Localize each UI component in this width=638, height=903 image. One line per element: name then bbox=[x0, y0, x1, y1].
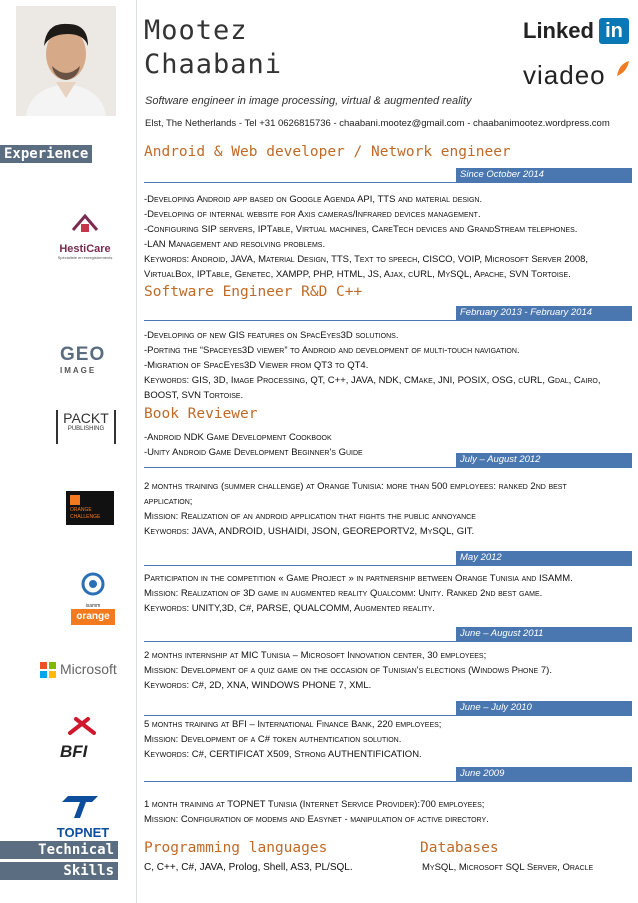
microsoft-logo bbox=[40, 660, 130, 680]
section-technical: Technical bbox=[0, 841, 118, 859]
microsoft-text: Microsoft bbox=[60, 661, 117, 677]
orange-challenge-text: ORANGE bbox=[70, 507, 92, 513]
geoimage-logo bbox=[60, 344, 120, 378]
isamm-text: isamm bbox=[85, 603, 101, 609]
job-3-line-1: -Android NDK Game Development Cookbook bbox=[144, 432, 332, 443]
job-1-line-1: -Developing Android app based on Google Agenda API, TTS and material design. bbox=[144, 194, 483, 205]
geoimage-text: GEO bbox=[60, 344, 106, 365]
job-1-details bbox=[144, 192, 630, 282]
job-5-line-1: Participation in the competition « Game Project » in partnership between Orange Tunisia and ISAMM. bbox=[144, 573, 573, 584]
job-4-line-2: application; bbox=[144, 496, 193, 507]
job-6-line-3: Keywords: C#, 2D, XNA, WINDOWS PHONE 7, XML. bbox=[144, 680, 372, 691]
date-badge-2: February 2013 - February 2014 bbox=[456, 306, 632, 320]
hesticare-logo bbox=[55, 208, 115, 260]
date-divider-5 bbox=[144, 565, 632, 566]
job-1-line-2: -Developing of internal website for Axis cameras/Infrared devices management. bbox=[144, 209, 481, 220]
job-6-line-2: Mission: Development of a quiz game on the occasion of Tunisian's elections (Windows Phone 7). bbox=[144, 665, 552, 676]
name-last: Chaabani bbox=[144, 49, 283, 80]
job-title-2: Software Engineer R&D C++ bbox=[144, 284, 363, 300]
date-divider-1 bbox=[144, 182, 632, 183]
topnet-text: TOPNET bbox=[56, 825, 110, 840]
bfi-logo bbox=[60, 715, 116, 759]
topnet-logo bbox=[52, 790, 114, 840]
geoimage-sub: IMAGE bbox=[60, 366, 97, 375]
orange-text: orange bbox=[71, 609, 115, 625]
job-7-line-2: Mission: Development of a C# token authentication solution. bbox=[144, 734, 402, 745]
isamm-orange-logo bbox=[71, 572, 115, 622]
date-badge-6: June – August 2011 bbox=[456, 627, 632, 641]
job-2-line-1: -Developing of new GIS features on SpacEyes3D solutions. bbox=[144, 330, 399, 341]
databases-title: Databases bbox=[420, 840, 499, 856]
job-2-line-5: BOOST, SVN Tortoise. bbox=[144, 390, 244, 401]
hesticare-sub: Spécialiste en enregistrements bbox=[57, 255, 113, 260]
date-badge-7: June – July 2010 bbox=[456, 701, 632, 715]
job-3-line-2: -Unity Android Game Development Beginner's Guide bbox=[144, 447, 363, 458]
job-1-line-6: VirtualBox, IPTable, Genetec, XAMPP, PHP, HTML, JS, Ajax, cURL, MySQL, Apache, SVN Tortoise. bbox=[144, 269, 571, 280]
date-badge-5: May 2012 bbox=[456, 551, 632, 565]
job-5-line-3: Keywords: UNITY,3D, C#, PARSE, QUALCOMM, Augmented reality. bbox=[144, 603, 435, 614]
job-2-line-3: -Migration of SpacEyes3D Viewer from QT3 to QT4. bbox=[144, 360, 369, 371]
job-1-line-5: Keywords: Android, JAVA, Material Design, TTS, Text to speech, CISCO, VOIP, Microsoft Server 2008, bbox=[144, 254, 589, 265]
job-4-line-3: Mission: Realization of an android application that fights the public annoyance bbox=[144, 511, 476, 522]
job-8-details bbox=[144, 797, 630, 827]
job-1-line-3: -Configuring SIP servers, IPTable, Virtual machines, CareTech devices and GrandStream telephones. bbox=[144, 224, 578, 235]
job-5-details bbox=[144, 571, 630, 616]
headline: Software engineer in image processing, virtual & augmented reality bbox=[145, 95, 472, 107]
bfi-text: BFI bbox=[60, 742, 88, 761]
job-title-1: Android & Web developer / Network engineer bbox=[144, 144, 511, 160]
orange-challenge-logo bbox=[66, 491, 114, 525]
contact-line[interactable]: Elst, The Netherlands - Tel +31 0626815736 - chaabani.mootez@gmail.com - chaabanimootez.wordpress.com bbox=[145, 118, 610, 129]
job-4-line-1: 2 months training (summer challenge) at Orange Tunisia: more than 500 employees: ranked 2nd best bbox=[144, 481, 567, 492]
date-divider-2 bbox=[144, 320, 632, 321]
packt-text: PACKT bbox=[63, 410, 109, 426]
date-divider-4 bbox=[144, 467, 632, 468]
job-4-details bbox=[144, 479, 630, 539]
job-8-line-2: Mission: Configuration of modems and Easynet - manipulation of active directory. bbox=[144, 814, 489, 825]
viadeo-text: viadeo bbox=[523, 60, 606, 90]
job-5-line-2: Mission: Realization of 3D game in augmented reality Qualcomm: Unity. Ranked 2nd best game. bbox=[144, 588, 543, 599]
job-title-3: Book Reviewer bbox=[144, 406, 258, 422]
linkedin-logo[interactable] bbox=[523, 16, 631, 46]
job-2-line-2: -Porting the “Spaceyes3D viewer” to Android and development of multi-touch navigation. bbox=[144, 345, 520, 356]
packt-logo bbox=[56, 410, 116, 444]
linkedin-text: Linked bbox=[523, 18, 594, 43]
job-7-details bbox=[144, 717, 630, 762]
job-2-details bbox=[144, 328, 630, 403]
date-badge-8: June 2009 bbox=[456, 767, 632, 781]
job-4-line-4: Keywords: JAVA, ANDROID, USHAIDI, JSON, GEOREPORTV2, MySQL, GIT. bbox=[144, 526, 475, 537]
hesticare-text: HestiCare bbox=[59, 243, 111, 255]
profile-photo bbox=[16, 6, 116, 116]
orange-challenge-sub: CHALLENGE bbox=[70, 514, 101, 520]
viadeo-logo[interactable] bbox=[523, 60, 633, 90]
job-7-line-1: 5 months training at BFI – International Finance Bank, 220 employees; bbox=[144, 719, 442, 730]
viadeo-leaf-icon bbox=[615, 60, 631, 78]
databases-list: MySQL, Microsoft SQL Server, Oracle bbox=[422, 862, 594, 873]
section-experience: Experience bbox=[0, 145, 92, 163]
job-8-line-1: 1 month training at TOPNET Tunisia (Internet Service Provider):700 employees; bbox=[144, 799, 485, 810]
linkedin-in-badge: in bbox=[599, 18, 629, 44]
date-badge-1: Since October 2014 bbox=[456, 168, 632, 182]
packt-sub: PUBLISHING bbox=[67, 426, 105, 432]
name-first: Mootez bbox=[144, 15, 248, 46]
date-badge-4: July – August 2012 bbox=[456, 453, 632, 467]
job-1-line-4: -LAN Management and resolving problems. bbox=[144, 239, 326, 250]
date-divider-8 bbox=[144, 781, 632, 782]
date-divider-7 bbox=[144, 715, 632, 716]
programming-list: C, C++, C#, JAVA, Prolog, Shell, AS3, PL/SQL. bbox=[144, 862, 353, 873]
job-6-details bbox=[144, 648, 630, 693]
section-skills: Skills bbox=[0, 862, 118, 880]
vertical-divider bbox=[136, 0, 137, 903]
job-6-line-1: 2 months internship at MIC Tunisia – Microsoft Innovation center, 30 employees; bbox=[144, 650, 487, 661]
date-divider-6 bbox=[144, 641, 632, 642]
job-2-line-4: Keywords: GIS, 3D, Image Processing, QT, C++, JAVA, NDK, CMake, JNI, POSIX, OSG, cURL, Gdal, Cairo, bbox=[144, 375, 601, 386]
job-7-line-3: Keywords: C#, CERTIFICAT X509, Strong AUTHENTIFICATION. bbox=[144, 749, 422, 760]
programming-title: Programming languages bbox=[144, 840, 328, 856]
